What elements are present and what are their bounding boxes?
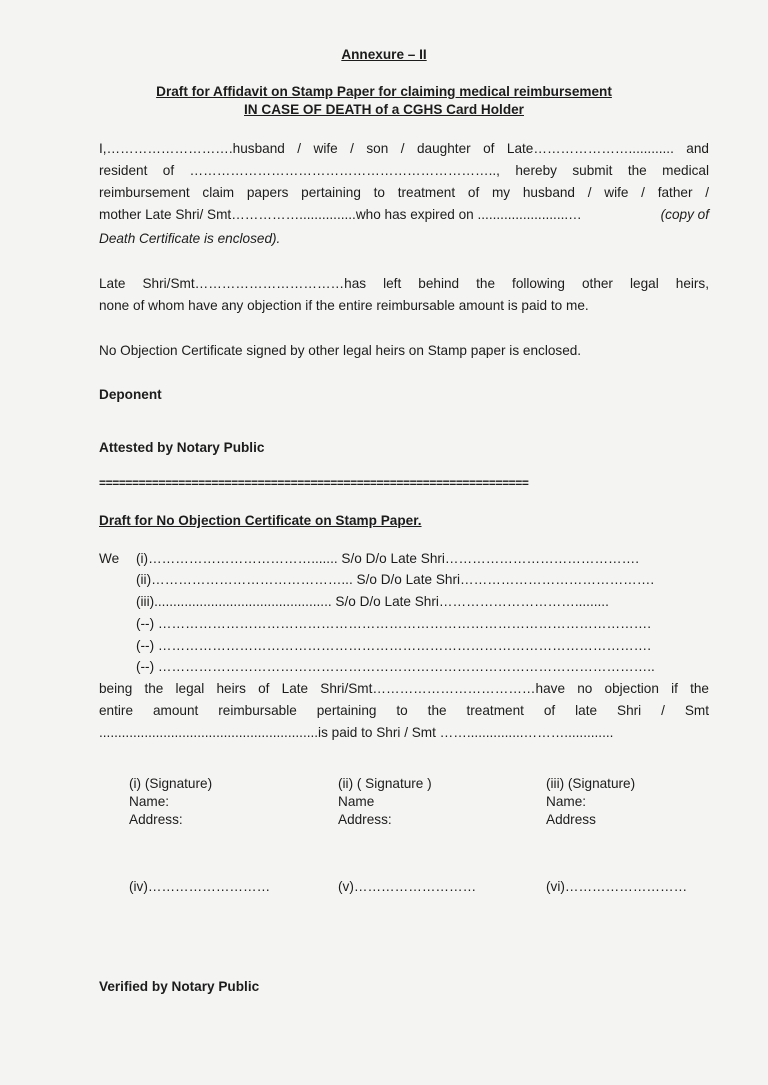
- deponent-label: Deponent: [99, 387, 162, 402]
- signature-label: (iii) (Signature): [546, 776, 636, 791]
- heir-row-6: (--) ………………………………………………………………………………………………..: [136, 659, 655, 674]
- noc-body-line-1: being the legal heirs of Late Shri/Smt………………………………have no objection if the: [99, 681, 709, 696]
- heirs-line-1: Late Shri/Smt……………………………has left behind the following other legal heirs,: [99, 276, 709, 291]
- noc-title: Draft for No Objection Certificate on Stamp Paper.: [99, 513, 422, 528]
- address-label: Address:: [129, 812, 183, 827]
- heir-signature-iv: (iv)………………………: [129, 879, 271, 894]
- affidavit-line-1: I,……………………….husband / wife / son / daughter of Late…………………............ and: [99, 141, 709, 156]
- noc-body-line-2: entire amount reimbursable pertaining to the treatment of late Shri / Smt: [99, 703, 709, 718]
- heir-row-3: (iii)............................................... S/o D/o Late Shri………………………….........: [136, 594, 609, 609]
- signature-block-1: [129, 775, 212, 829]
- address-label: Address:: [338, 812, 392, 827]
- signature-label: (i) (Signature): [129, 776, 213, 791]
- signature-block-2: [338, 775, 432, 829]
- name-label: Name:: [546, 794, 587, 809]
- heir-row-1: (i)………………………………....... S/o D/o Late Shri…………………………………….: [136, 551, 640, 566]
- address-label: Address: [546, 812, 596, 827]
- attested-label: Attested by Notary Public: [99, 440, 265, 455]
- noc-body-line-3: ..........................................................is paid to Shri / Smt ……...............……….............: [99, 725, 614, 740]
- noc-enclosed-text: No Objection Certificate signed by other legal heirs on Stamp paper is enclosed.: [99, 343, 582, 358]
- verified-label: Verified by Notary Public: [99, 979, 260, 994]
- heir-signature-vi: (vi)………………………: [546, 879, 688, 894]
- affidavit-line-4-text: mother Late Shri/ Smt……………...............who has expired on ........................…: [99, 207, 582, 222]
- name-label: Name: [338, 794, 375, 809]
- name-label: Name:: [129, 794, 170, 809]
- annexure-heading: Annexure – II: [341, 47, 427, 62]
- separator-line: =================================================================: [99, 476, 529, 490]
- heir-row-5: (--) ……………………………………………………………………………………………….: [136, 638, 652, 653]
- copy-of-text: (copy of: [660, 207, 709, 222]
- signature-label: (ii) ( Signature ): [338, 776, 432, 791]
- affidavit-line-5: Death Certificate is enclosed).: [99, 231, 281, 246]
- heir-row-4: (--) ……………………………………………………………………………………………….: [136, 616, 652, 631]
- affidavit-line-3: reimbursement claim papers pertaining to treatment of my husband / wife / father /: [99, 185, 709, 200]
- affidavit-line-4: [99, 207, 709, 222]
- signature-block-3: [546, 775, 635, 829]
- heir-signature-v: (v)………………………: [338, 879, 477, 894]
- affidavit-line-2: resident of ………………………………………………………….., hereby submit the medical: [99, 163, 709, 178]
- we-label: We: [99, 551, 120, 566]
- affidavit-title-line2: IN CASE OF DEATH of a CGHS Card Holder: [244, 102, 524, 117]
- heir-row-2: (ii)……………………………………... S/o D/o Late Shri…………………………………….: [136, 572, 655, 587]
- heirs-line-2: none of whom have any objection if the entire reimbursable amount is paid to me.: [99, 298, 589, 313]
- affidavit-title-line1: Draft for Affidavit on Stamp Paper for claiming medical reimbursement: [156, 84, 612, 99]
